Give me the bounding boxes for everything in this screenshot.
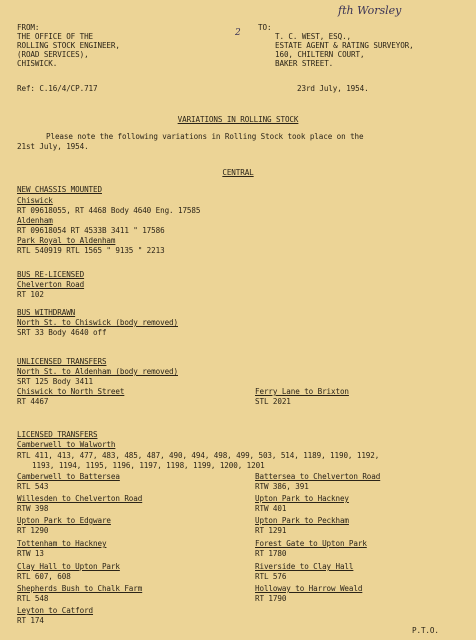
aldenham-label: Aldenham	[17, 216, 53, 225]
to-line-3: ESTATE AGENT & RATING SURVEYOR,	[275, 41, 414, 50]
right-vehicles-3: RT 1291	[255, 526, 287, 535]
left-vehicles-3: RT 1290	[17, 526, 49, 535]
unlicensed-vehicle-2: RT 4467	[17, 397, 49, 406]
right-route-2: Upton Park to Hackney	[255, 494, 349, 503]
pto-footer: P.T.O.	[412, 626, 439, 635]
left-route-6: Shepherds Bush to Chalk Farm	[17, 584, 143, 593]
right-vehicles-6: RT 1790	[255, 594, 287, 603]
chiswick-row: RT 09618055, RT 4468 Body 4640 Eng. 17585	[17, 206, 201, 215]
right-route-1: Battersea to Chelverton Road	[255, 472, 381, 481]
left-vehicles-6: RTL 548	[17, 594, 49, 603]
licensed-heading: LICENSED TRANSFERS	[17, 430, 98, 439]
intro-line-2: 21st July, 1954.	[17, 142, 89, 151]
aldenham-row: RT 09618054 RT 4533B 3411 " 17586	[17, 226, 165, 235]
document-title: VARIATIONS IN ROLLING STOCK	[177, 115, 299, 124]
letter-date: 23rd July, 1954.	[297, 84, 369, 93]
reference: Ref: C.16/4/CP.717	[17, 84, 98, 93]
left-route-7: Leyton to Catford	[17, 606, 94, 615]
left-vehicles-7: RT 174	[17, 616, 44, 625]
to-line-1: TO:	[258, 23, 272, 32]
from-line-4: (ROAD SERVICES),	[17, 50, 89, 59]
left-route-3: Upton Park to Edgware	[17, 516, 111, 525]
walworth-list-1: RTL 411, 413, 477, 483, 485, 487, 490, 494, 498, 499, 503, 514, 1189, 1190, 1192,	[17, 451, 380, 460]
left-route-1: Camberwell to Battersea	[17, 472, 120, 481]
unlicensed-route-2: Chiswick to North Street	[17, 387, 125, 396]
park-royal-row: RTL 540919 RTL 1565 " 9135 " 2213	[17, 246, 165, 255]
bus-withdrawn-vehicle: SRT 33 Body 4640 off	[17, 328, 107, 337]
left-route-5: Clay Hall to Upton Park	[17, 562, 120, 571]
from-line-2: THE OFFICE OF THE	[17, 32, 94, 41]
camberwell-walworth-route: Camberwell to Walworth	[17, 440, 116, 449]
right-route-4: Forest Gate to Upton Park	[255, 539, 367, 548]
from-line-1: FROM:	[17, 23, 40, 32]
park-royal-label: Park Royal to Aldenham	[17, 236, 116, 245]
unlicensed-vehicle-1: SRT 125 Body 3411	[17, 377, 94, 386]
right-route-3: Upton Park to Peckham	[255, 516, 349, 525]
unlicensed-route-1: North St. to Aldenham (body removed)	[17, 367, 178, 376]
left-route-2: Willesden to Chelverton Road	[17, 494, 143, 503]
right-vehicles-1: RTW 386, 391	[255, 482, 309, 491]
right-vehicles-5: RTL 576	[255, 572, 287, 581]
from-line-3: ROLLING STOCK ENGINEER,	[17, 41, 120, 50]
left-vehicles-2: RTW 398	[17, 504, 49, 513]
bus-relicensed-vehicle: RT 102	[17, 290, 44, 299]
right-vehicles-2: RTW 401	[255, 504, 287, 513]
handwritten-note: fth Worsley	[338, 4, 402, 17]
to-line-4: 160, CHILTERN COURT,	[275, 50, 365, 59]
to-line-2: T. C. WEST, ESQ.,	[275, 32, 352, 41]
new-chassis-heading: NEW CHASSIS MOUNTED	[17, 185, 102, 194]
right-vehicles-4: RT 1780	[255, 549, 287, 558]
left-vehicles-1: RTL 543	[17, 482, 49, 491]
handwritten-initials: 2	[235, 28, 241, 38]
left-vehicles-4: RTW 13	[17, 549, 44, 558]
bus-withdrawn-route: North St. to Chiswick (body removed)	[17, 318, 178, 327]
chiswick-label: Chiswick	[17, 196, 53, 205]
bus-withdrawn-heading: BUS WITHDRAWN	[17, 308, 76, 317]
unlicensed-vehicle-3: STL 2021	[255, 397, 291, 406]
to-line-5: BAKER STREET.	[275, 59, 334, 68]
bus-relicensed-route: Chelverton Road	[17, 280, 85, 289]
unlicensed-route-3: Ferry Lane to Brixton	[255, 387, 349, 396]
left-route-4: Tottenham to Hackney	[17, 539, 107, 548]
intro-line-1: Please note the following variations in Rolling Stock took place on the	[46, 132, 364, 141]
from-line-5: CHISWICK.	[17, 59, 58, 68]
section-title: CENTRAL	[222, 168, 254, 177]
walworth-list-2: 1193, 1194, 1195, 1196, 1197, 1198, 1199, 1200, 1201	[32, 461, 265, 470]
right-route-5: Riverside to Clay Hall	[255, 562, 354, 571]
unlicensed-heading: UNLICENSED TRANSFERS	[17, 357, 107, 366]
left-vehicles-5: RTL 607, 608	[17, 572, 71, 581]
right-route-6: Holloway to Harrow Weald	[255, 584, 363, 593]
bus-relicensed-heading: BUS RE-LICENSED	[17, 270, 85, 279]
